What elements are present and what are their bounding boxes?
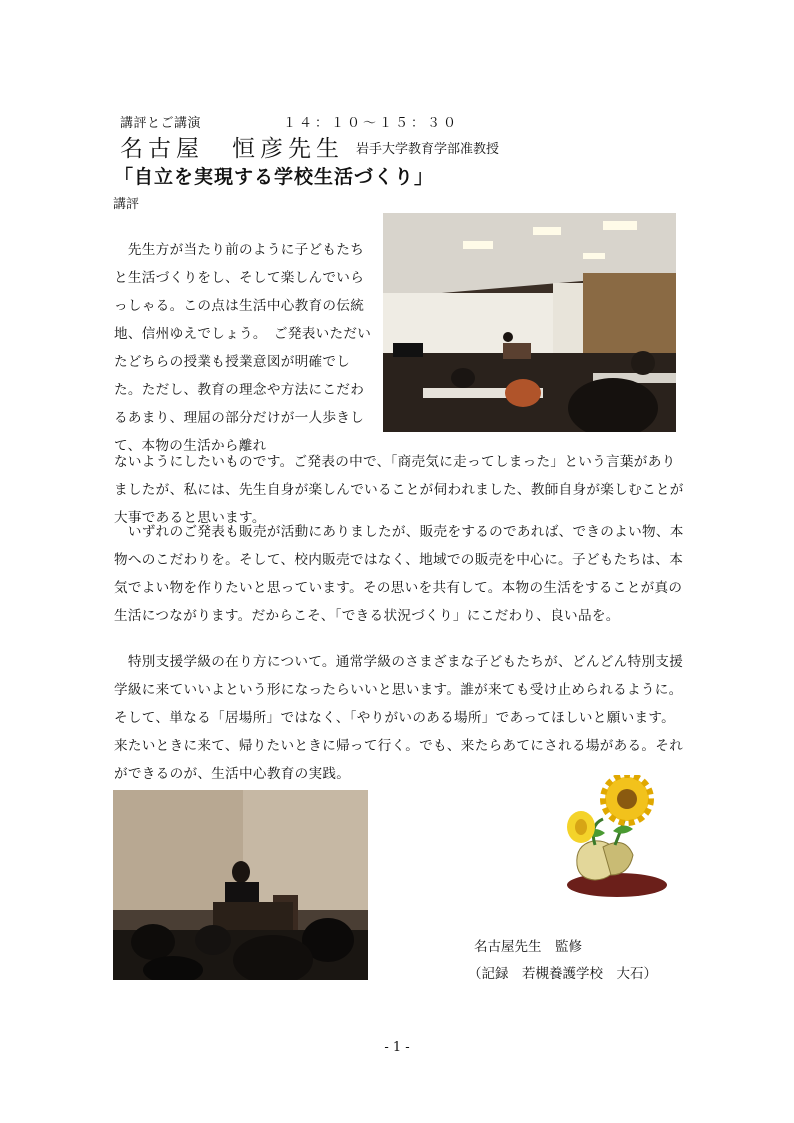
paragraph-1: 先生方が当たり前のように子どもたちと生活づくりをし、そして楽しんでいらっしゃる。この点は生活中心教育の伝統地、信州ゆえでしょう。 ご発表いただいたどちらの授業も授業意図が明確でした。ただし、教育の理念や方法にこだわるあまり、理屈の部分だけが一人歩きして、本物の生活から離れ (114, 242, 372, 454)
sunflower-icon (555, 775, 667, 905)
section-label: 講評 (113, 197, 140, 212)
paragraph-4: 特別支援学級の在り方について。通常学級のさまざまな子どもたちが、どんどん特別支援学級に来ていいよという形になったらいいと思います。誰が来ても受け止められるように。そして、単なる「居場所」ではなく、「やりがいのある場所」であってほしいと願います。来たいときに来て、帰りたいときに帰って行く。でも、来たらあてにされる場がある。それができるのが、生活中心教育の実践。 (114, 654, 684, 782)
session-heading (120, 112, 459, 131)
session-label: 講評とご講演 (120, 116, 202, 131)
session-time: １４：１０～１５：３０ (283, 116, 460, 131)
speaker-name: 名古屋 恒彦先生 (120, 136, 344, 162)
page-number: - 1 - (384, 1040, 410, 1055)
supervision-note: 名古屋先生 監修 (474, 939, 582, 955)
speaker-affiliation: 岩手大学教育学部准教授 (356, 142, 500, 157)
paragraph-2: ないようにしたいものです。ご発表の中で、「商売気に走ってしまった」という言葉がありましたが、私には、先生自身が楽しんでいることが伺われました、教師自身が楽しむことが大事であると思います。 (114, 454, 684, 526)
record-note: （記録 若槻養護学校 大石） (468, 966, 657, 982)
paragraph-3: いずれのご発表も販売が活動にありましたが、販売をするのであれば、できのよい物、本物へのこだわりを。そして、校内販売ではなく、地域での販売を中心に。子どもたちは、本気でよい物を作りたいと思っています。その思いを共有して。本物の生活をすることが真の生活につながります。だからこそ、「できる状況づくり」にこだわり、良い品を。 (114, 524, 684, 624)
lecture-hall-photo (383, 213, 676, 432)
speaker-line (120, 130, 499, 163)
lecture-title: 「自立を実現する学校生活づくり」 (114, 166, 435, 188)
speaker-photo (113, 790, 368, 980)
